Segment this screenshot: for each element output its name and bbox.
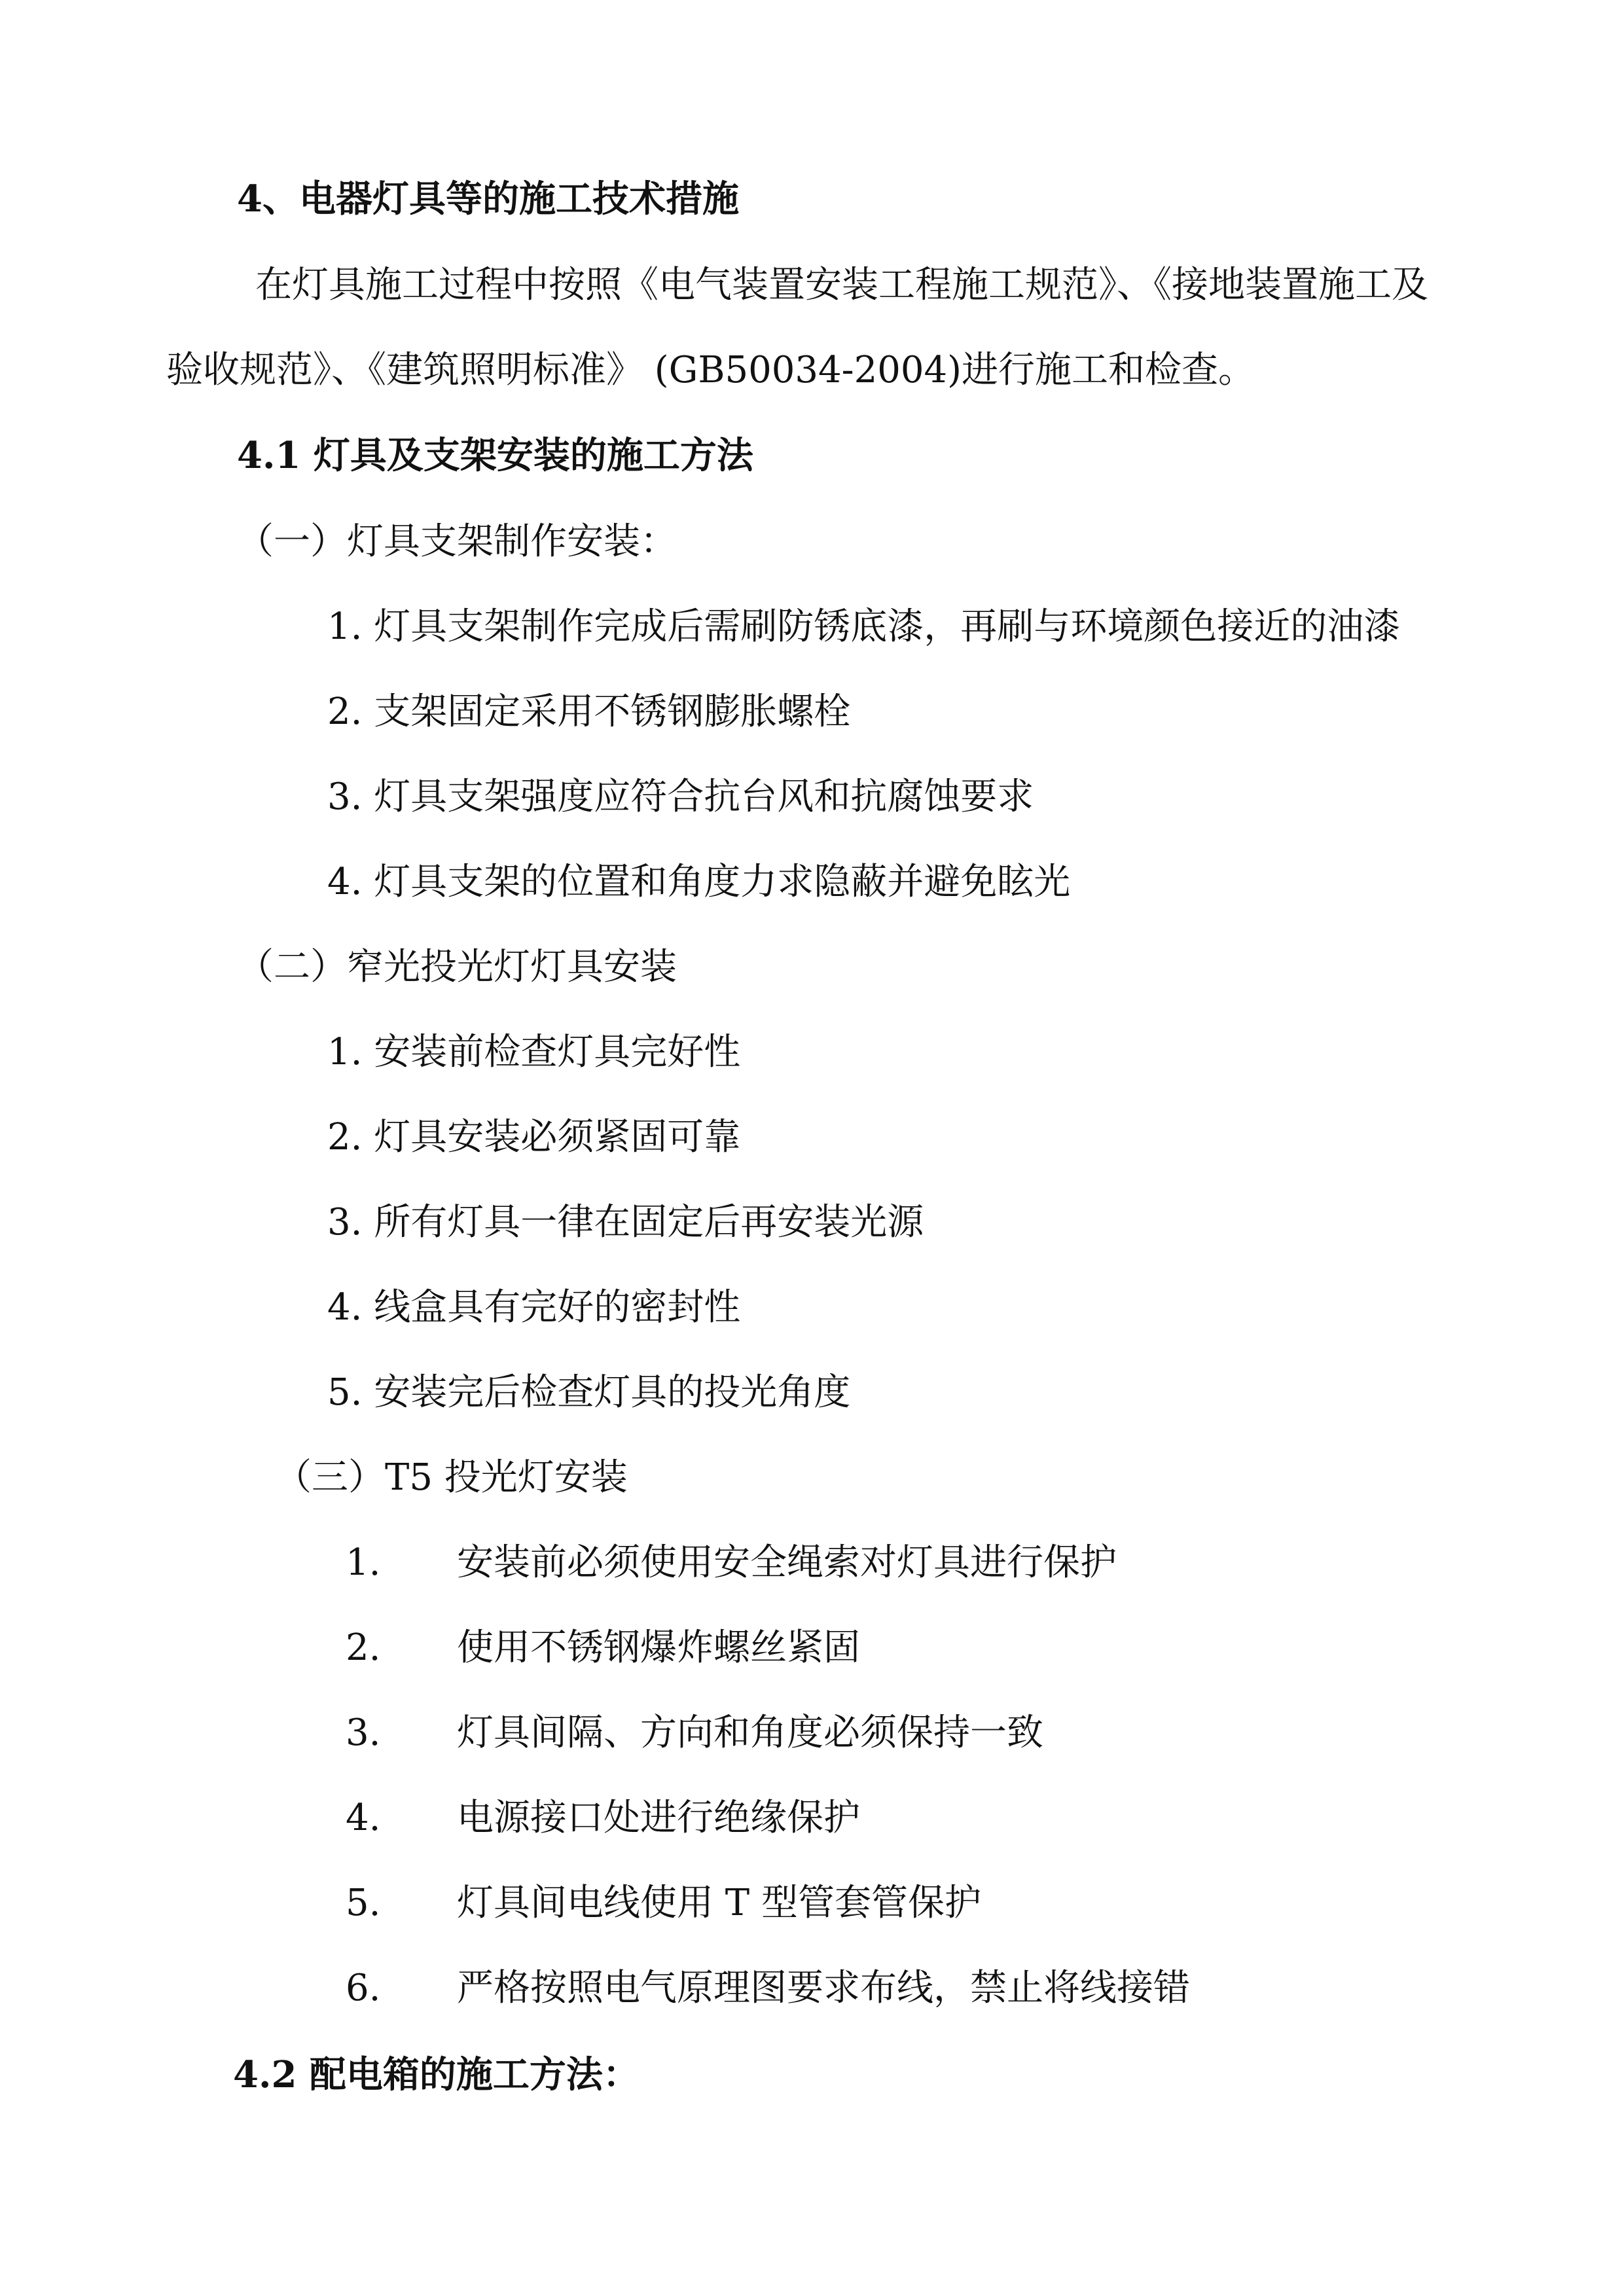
part-1-title: （一）灯具支架制作安装： (237, 520, 677, 563)
part-2-item-2: 2. 灯具安装必须紧固可靠 (327, 1116, 741, 1158)
part-1-item-4: 4. 灯具支架的位置和角度力求隐蔽并避免眩光 (327, 861, 1071, 903)
part-2-item-5: 5. 安装完后检查灯具的投光角度 (327, 1371, 851, 1414)
part-3-item-5 (346, 1880, 981, 1927)
part-3-item-6-text: 严格按照电气原理图要求布线，禁止将线接错 (457, 1967, 1190, 2009)
part-2-item-3: 3. 所有灯具一律在固定后再安装光源 (327, 1201, 924, 1244)
part-3-item-2-text: 使用不锈钢爆炸螺丝紧固 (457, 1626, 860, 1669)
part-3-item-3-text: 灯具间隔、方向和角度必须保持一致 (457, 1712, 1043, 1754)
part-3-title: （三）T5 投光灯安装 (275, 1456, 628, 1499)
part-3-item-4 (346, 1795, 860, 1842)
section-4-2-heading: 4.2 配电箱的施工方法： (233, 2053, 640, 2096)
part-3-item-6 (346, 1965, 1190, 2012)
part-2-item-1: 1. 安装前检查灯具完好性 (327, 1031, 741, 1073)
part-3-item-6-number: 6. (346, 1967, 381, 2009)
part-2-title: （二）窄光投光灯灯具安装 (237, 946, 677, 988)
part-3-item-1-text: 安装前必须使用安全绳索对灯具进行保护 (457, 1541, 1117, 1584)
section-4-heading: 4、电器灯具等的施工技术措施 (237, 177, 739, 221)
part-3-item-4-text: 电源接口处进行绝缘保护 (457, 1797, 860, 1839)
part-3-item-4-number: 4. (346, 1797, 381, 1839)
part-1-item-1: 1. 灯具支架制作完成后需刷防锈底漆，再刷与环境颜色接近的油漆 (327, 605, 1401, 648)
section-4-1-heading: 4.1 灯具及支架安装的施工方法 (237, 434, 753, 477)
part-3-item-5-text: 灯具间电线使用 T 型管套管保护 (457, 1882, 981, 1924)
part-3-item-5-number: 5. (346, 1882, 381, 1924)
section-4-intro-line-1: 在灯具施工过程中按照《电气装置安装工程施工规范》、《接地装置施工及 (255, 264, 1428, 306)
part-1-item-2: 2. 支架固定采用不锈钢膨胀螺栓 (327, 691, 851, 733)
part-3-item-3 (346, 1710, 1043, 1757)
part-2-item-4: 4. 线盒具有完好的密封性 (327, 1286, 741, 1329)
part-3-item-2 (346, 1624, 860, 1672)
part-3-item-1 (346, 1539, 1117, 1587)
section-4-intro-line-2: 验收规范》、《建筑照明标准》 (GB50034-2004)进行施工和检查。 (166, 349, 1255, 391)
part-3-item-3-number: 3. (346, 1712, 381, 1754)
part-3-item-2-number: 2. (346, 1626, 381, 1669)
part-1-item-3: 3. 灯具支架强度应符合抗台风和抗腐蚀要求 (327, 776, 1034, 818)
part-3-item-1-number: 1. (346, 1541, 381, 1584)
